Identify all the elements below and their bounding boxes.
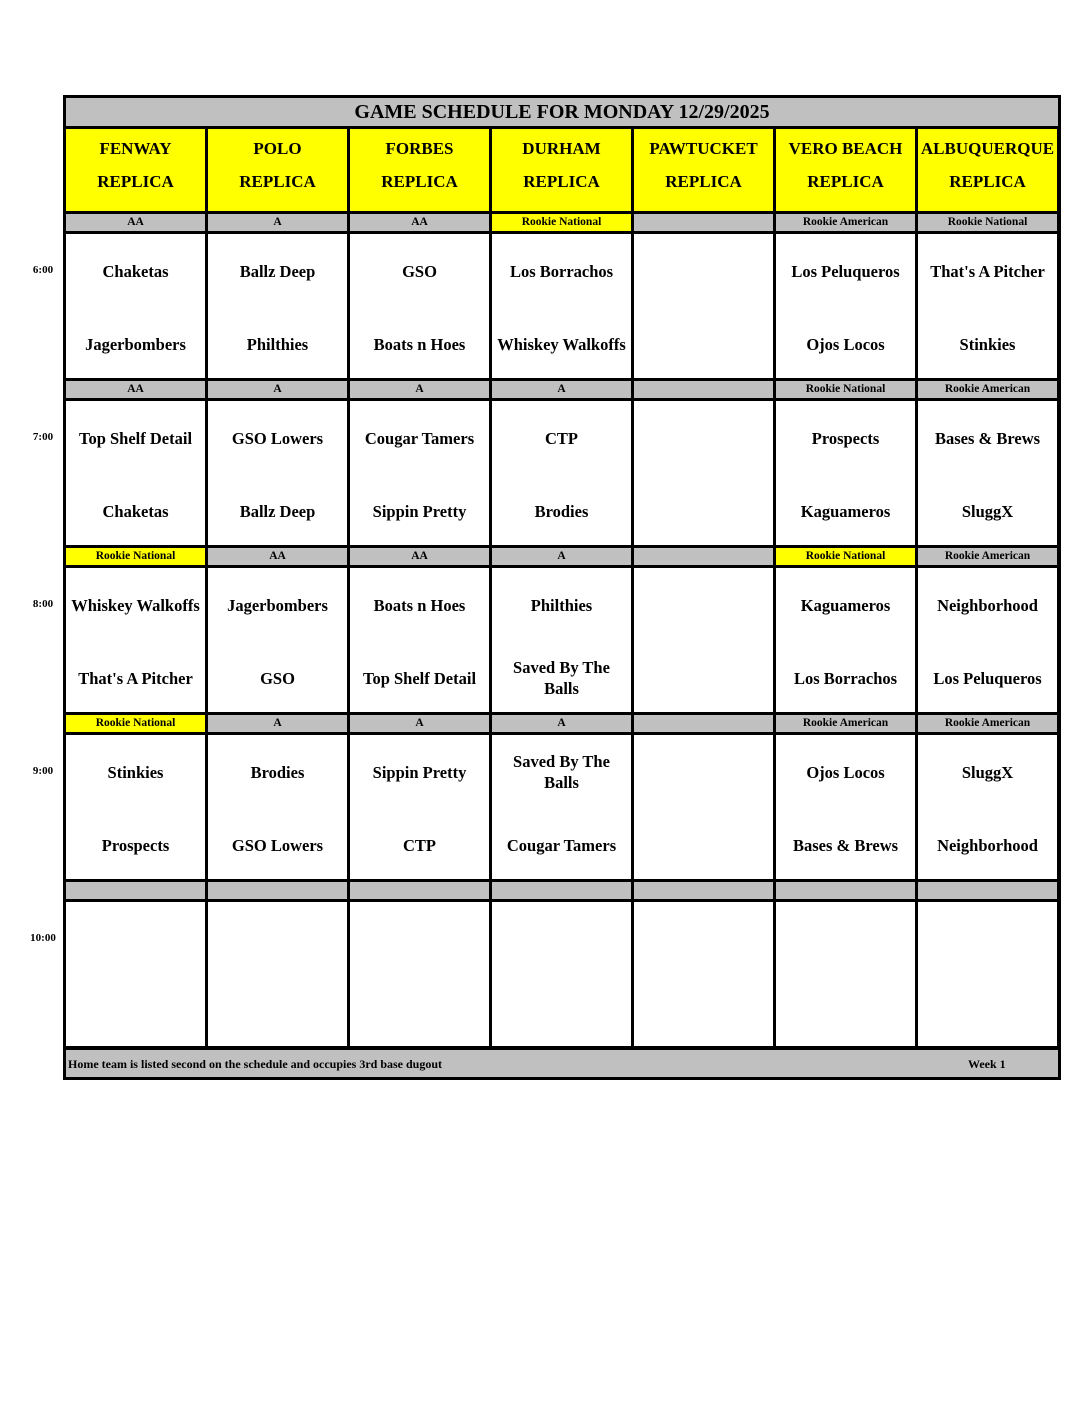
home-team: Saved By The Balls xyxy=(513,658,610,698)
away-team xyxy=(636,415,771,461)
division-label: A xyxy=(208,214,347,231)
division-label xyxy=(492,882,631,899)
division-label: Rookie American xyxy=(918,381,1057,398)
away-team: Bases & Brews xyxy=(934,428,1041,448)
game-cell xyxy=(776,401,915,545)
field-name: FENWAY xyxy=(99,139,172,158)
division-label: A xyxy=(208,715,347,732)
division-label: AA xyxy=(350,214,489,231)
away-team xyxy=(920,916,1055,962)
away-team: Philthies xyxy=(530,595,593,615)
away-team xyxy=(352,916,487,962)
away-team: Brodies xyxy=(250,762,305,782)
away-team: Los Borrachos xyxy=(509,261,614,281)
away-team: Neighborhood xyxy=(937,595,1038,615)
home-team: Sippin Pretty xyxy=(372,501,467,521)
division-label: A xyxy=(350,715,489,732)
home-team xyxy=(494,989,629,1035)
away-team xyxy=(778,916,913,962)
game-cell xyxy=(66,568,205,712)
field-name: PAWTUCKET xyxy=(649,139,758,158)
footer-note: Home team is listed second on the schedule and occupies 3rd base dugout xyxy=(68,1057,443,1071)
division-label xyxy=(66,882,205,899)
away-team: Ojos Locos xyxy=(806,762,885,782)
home-team: Cougar Tamers xyxy=(506,835,617,855)
division-label: A xyxy=(492,548,631,565)
game-cell xyxy=(634,735,773,879)
away-team: Boats n Hoes xyxy=(373,595,466,615)
home-team: Prospects xyxy=(101,835,170,855)
division-label: AA xyxy=(66,214,205,231)
game-cell xyxy=(634,234,773,378)
field-subtitle: REPLICA xyxy=(381,172,458,191)
away-team: Jagerbombers xyxy=(227,595,328,615)
division-label: Rookie National xyxy=(918,214,1057,231)
game-cell xyxy=(776,735,915,879)
home-team: Stinkies xyxy=(959,334,1016,354)
home-team: Philthies xyxy=(246,334,309,354)
field-subtitle: REPLICA xyxy=(807,172,884,191)
slot-time: 9:00 xyxy=(32,765,54,777)
slot-time: 6:00 xyxy=(32,264,54,276)
away-team xyxy=(636,582,771,628)
game-cell xyxy=(634,401,773,545)
home-team: Los Peluqueros xyxy=(933,668,1042,688)
game-cell xyxy=(66,735,205,879)
home-team: Ballz Deep xyxy=(239,501,316,521)
division-label: Rookie National xyxy=(492,214,631,231)
division-label xyxy=(634,548,773,565)
division-label: Rookie American xyxy=(776,214,915,231)
away-team: That's A Pitcher xyxy=(930,261,1045,281)
game-cell xyxy=(918,401,1057,545)
home-team: GSO xyxy=(260,668,295,688)
home-team xyxy=(636,488,771,534)
away-team xyxy=(494,916,629,962)
division-label: A xyxy=(208,381,347,398)
division-label: Rookie National xyxy=(776,381,915,398)
division-label: A xyxy=(492,715,631,732)
home-team: CTP xyxy=(403,835,436,855)
home-team: Boats n Hoes xyxy=(373,334,466,354)
game-cell xyxy=(634,568,773,712)
field-header xyxy=(492,129,631,211)
game-cell xyxy=(492,234,631,378)
division-label: AA xyxy=(350,548,489,565)
division-label: A xyxy=(492,381,631,398)
division-label: A xyxy=(350,381,489,398)
home-team: Whiskey Walkoffs xyxy=(497,334,626,354)
game-cell xyxy=(66,234,205,378)
field-subtitle: REPLICA xyxy=(239,172,316,191)
home-team xyxy=(920,989,1055,1035)
home-team xyxy=(636,822,771,868)
division-label: AA xyxy=(208,548,347,565)
division-label xyxy=(350,882,489,899)
home-team xyxy=(210,989,345,1035)
home-team: Chaketas xyxy=(102,501,169,521)
schedule-table xyxy=(63,95,1061,1080)
game-cell xyxy=(350,234,489,378)
field-name: ALBUQUERQUE xyxy=(920,139,1055,158)
division-label: Rookie American xyxy=(776,715,915,732)
home-team: Brodies xyxy=(534,501,589,521)
week-label: Week 1 xyxy=(968,1057,1006,1071)
away-team: CTP xyxy=(545,428,578,448)
division-label xyxy=(634,715,773,732)
field-header xyxy=(208,129,347,211)
field-subtitle: REPLICA xyxy=(97,172,174,191)
slot-time: 8:00 xyxy=(32,598,54,610)
game-cell xyxy=(918,568,1057,712)
away-team: SluggX xyxy=(961,762,1014,782)
game-cell xyxy=(66,902,205,1046)
division-label: Rookie American xyxy=(918,715,1057,732)
division-label xyxy=(208,882,347,899)
game-cell xyxy=(492,735,631,879)
division-label xyxy=(634,381,773,398)
game-cell xyxy=(918,234,1057,378)
game-cell xyxy=(350,735,489,879)
game-cell xyxy=(492,568,631,712)
division-label xyxy=(776,882,915,899)
division-label: Rookie National xyxy=(66,548,205,565)
game-cell xyxy=(66,401,205,545)
away-team xyxy=(636,916,771,962)
game-cell xyxy=(208,401,347,545)
home-team: Neighborhood xyxy=(937,835,1038,855)
schedule-title: GAME SCHEDULE FOR MONDAY 12/29/2025 xyxy=(66,98,1058,126)
game-cell xyxy=(918,735,1057,879)
away-team xyxy=(636,749,771,795)
field-header xyxy=(634,129,773,211)
home-team: Bases & Brews xyxy=(792,835,899,855)
game-cell xyxy=(208,234,347,378)
game-cell xyxy=(350,568,489,712)
away-team: Kaguameros xyxy=(800,595,891,615)
field-subtitle: REPLICA xyxy=(665,172,742,191)
division-label: Rookie American xyxy=(918,548,1057,565)
game-cell xyxy=(208,568,347,712)
home-team xyxy=(778,989,913,1035)
field-name: FORBES xyxy=(385,139,454,158)
game-cell xyxy=(492,902,631,1046)
away-team: Prospects xyxy=(811,428,880,448)
division-label xyxy=(634,882,773,899)
game-cell xyxy=(350,902,489,1046)
home-team: SluggX xyxy=(961,501,1014,521)
home-team: Kaguameros xyxy=(800,501,891,521)
away-team: GSO Lowers xyxy=(231,428,324,448)
game-cell xyxy=(208,735,347,879)
away-team xyxy=(636,248,771,294)
away-team xyxy=(210,916,345,962)
home-team xyxy=(636,989,771,1035)
home-team xyxy=(636,321,771,367)
division-label: Rookie National xyxy=(66,715,205,732)
game-cell xyxy=(634,902,773,1046)
away-team: Stinkies xyxy=(107,762,164,782)
away-team xyxy=(68,916,203,962)
game-cell xyxy=(776,568,915,712)
home-team: Jagerbombers xyxy=(85,334,186,354)
game-cell xyxy=(776,234,915,378)
away-team: GSO xyxy=(402,261,437,281)
game-cell xyxy=(492,401,631,545)
away-team: Los Peluqueros xyxy=(791,261,900,281)
away-team: Ballz Deep xyxy=(239,261,316,281)
game-cell xyxy=(776,902,915,1046)
field-header xyxy=(918,129,1057,211)
field-name: DURHAM xyxy=(522,139,601,158)
game-cell xyxy=(350,401,489,545)
field-name: POLO xyxy=(253,139,302,158)
slot-time: 10:00 xyxy=(30,932,56,944)
away-team: Whiskey Walkoffs xyxy=(71,595,200,615)
division-label xyxy=(634,214,773,231)
home-team xyxy=(68,989,203,1035)
division-label xyxy=(918,882,1057,899)
field-subtitle: REPLICA xyxy=(949,172,1026,191)
home-team xyxy=(636,655,771,701)
home-team: Top Shelf Detail xyxy=(362,668,477,688)
game-cell xyxy=(208,902,347,1046)
slot-time: 7:00 xyxy=(32,431,54,443)
away-team: Saved By The Balls xyxy=(513,752,610,792)
home-team: GSO Lowers xyxy=(231,835,324,855)
home-team xyxy=(352,989,487,1035)
away-team: Top Shelf Detail xyxy=(78,428,193,448)
field-subtitle: REPLICA xyxy=(523,172,600,191)
field-header xyxy=(66,129,205,211)
division-label: AA xyxy=(66,381,205,398)
away-team: Chaketas xyxy=(102,261,169,281)
schedule-footer xyxy=(66,1050,1058,1077)
field-header xyxy=(776,129,915,211)
home-team: Ojos Locos xyxy=(806,334,885,354)
away-team: Cougar Tamers xyxy=(364,428,475,448)
away-team: Sippin Pretty xyxy=(372,762,467,782)
field-name: VERO BEACH xyxy=(788,139,903,158)
division-label: Rookie National xyxy=(776,548,915,565)
field-header xyxy=(350,129,489,211)
home-team: Los Borrachos xyxy=(793,668,898,688)
home-team: That's A Pitcher xyxy=(78,668,193,688)
game-cell xyxy=(918,902,1057,1046)
